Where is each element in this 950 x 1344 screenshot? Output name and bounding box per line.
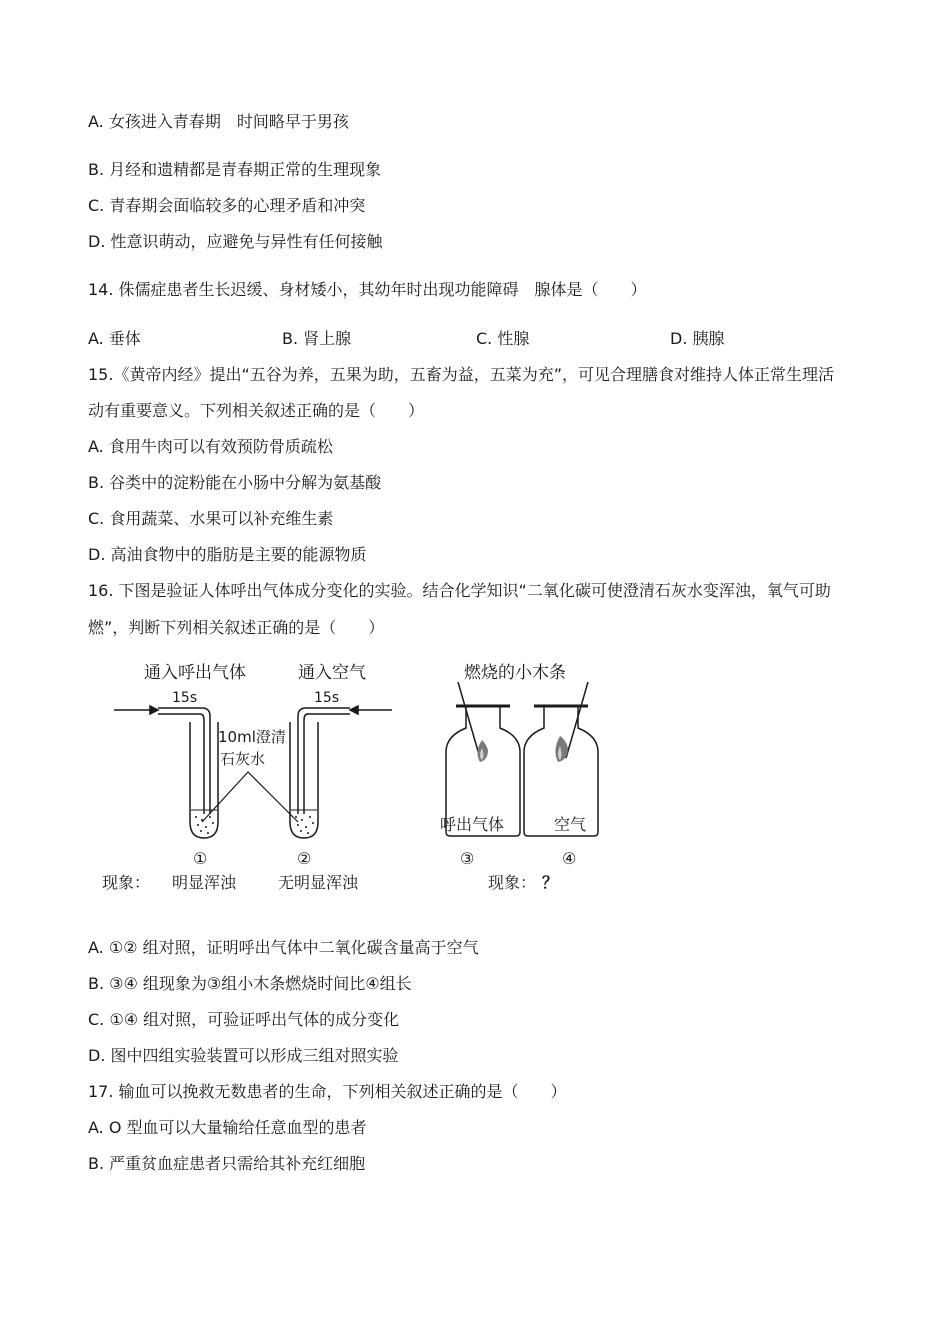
bottle-label-air: 空气 bbox=[554, 815, 587, 834]
q17-option-b: B. 严重贫血症患者只需给其补充红细胞 bbox=[88, 1154, 366, 1173]
q13-option-a: A. 女孩进入青春期 时间略早于男孩 bbox=[88, 112, 349, 131]
q15-stem-line2: 动有重要意义。下列相关叙述正确的是（ ） bbox=[88, 401, 425, 420]
phenomenon-label-1: 现象： bbox=[102, 873, 151, 892]
bottle-number-4: ④ bbox=[562, 849, 577, 868]
q14-option-a: A. 垂体 bbox=[88, 329, 141, 348]
arrow-air-head bbox=[350, 706, 358, 714]
q14-option-d: D. 胰腺 bbox=[670, 329, 725, 348]
flame-4 bbox=[555, 736, 568, 762]
q15-option-c: C. 食用蔬菜、水果可以补充维生素 bbox=[88, 509, 334, 528]
q15-option-a: A. 食用牛肉可以有效预防骨质疏松 bbox=[88, 437, 333, 456]
q16-stem-line2: 燃”，判断下列相关叙述正确的是（ ） bbox=[88, 618, 385, 637]
q16-option-d: D. 图中四组实验装置可以形成三组对照实验 bbox=[88, 1046, 399, 1065]
test-tube-2 bbox=[290, 706, 392, 838]
q17-stem: 17. 输血可以挽救无数患者的生命，下列相关叙述正确的是（ ） bbox=[88, 1082, 567, 1101]
q15-option-d: D. 高油食物中的脂肪是主要的能源物质 bbox=[88, 545, 367, 564]
q15-stem-line1: 15.《黄帝内经》提出“五谷为养，五果为助，五畜为益，五菜为充”，可见合理膳食对维持人体正常生理活 bbox=[88, 365, 835, 384]
wood-stick-4 bbox=[566, 682, 588, 758]
inlet-tube-1 bbox=[158, 708, 210, 814]
result-1: 明显浑浊 bbox=[172, 873, 237, 892]
q16-stem-line1: 16. 下图是验证人体呼出气体成分变化的实验。结合化学知识“二氧化碳可使澄清石灰水变浑浊，氧气可助 bbox=[88, 581, 831, 600]
burning-stick-label: 燃烧的小木条 bbox=[464, 663, 566, 683]
q16-option-c: C. ①④ 组对照，可验证呼出气体的成分变化 bbox=[88, 1010, 400, 1029]
q14-option-c: C. 性腺 bbox=[476, 329, 530, 348]
q14-option-b: B. 肾上腺 bbox=[282, 329, 352, 348]
unknown-result: ？ bbox=[542, 873, 559, 892]
result-2: 无明显浑浊 bbox=[278, 873, 359, 892]
q14-stem: 14. 侏儒症患者生长迟缓、身材矮小，其幼年时出现功能障碍 腺体是（ ） bbox=[88, 280, 647, 299]
q16-option-a: A. ①② 组对照，证明呼出气体中二氧化碳含量高于空气 bbox=[88, 938, 479, 957]
bottle-label-exhaled: 呼出气体 bbox=[440, 815, 505, 834]
inlet-tube-2 bbox=[298, 708, 350, 814]
experiment-figure bbox=[100, 652, 620, 902]
limewater-2 bbox=[295, 816, 314, 834]
q13-option-b: B. 月经和遗精都是青春期正常的生理现象 bbox=[88, 160, 382, 179]
time-label-2: 15s bbox=[314, 690, 340, 706]
phenomenon-label-2: 现象： bbox=[488, 873, 537, 892]
limewater-label-2: 石灰水 bbox=[220, 750, 266, 768]
arrow-exhaled-head bbox=[150, 706, 158, 714]
q13-option-d: D. 性意识萌动，应避免与异性有任何接触 bbox=[88, 232, 383, 251]
q16-option-b: B. ③④ 组现象为③组小木条燃烧时间比④组长 bbox=[88, 974, 412, 993]
q17-option-a: A. O 型血可以大量输给任意血型的患者 bbox=[88, 1118, 367, 1137]
tube-number-1: ① bbox=[193, 849, 208, 868]
q13-option-c: C. 青春期会面临较多的心理矛盾和冲突 bbox=[88, 196, 366, 215]
limewater-label-1: 10ml澄清 bbox=[218, 728, 286, 746]
label-air-in: 通入空气 bbox=[298, 663, 366, 683]
label-exhaled-in: 通入呼出气体 bbox=[144, 663, 246, 683]
bottle-number-3: ③ bbox=[460, 849, 475, 868]
limewater-pointer bbox=[202, 772, 298, 822]
time-label-1: 15s bbox=[172, 690, 198, 706]
wood-stick-3 bbox=[458, 682, 480, 758]
q15-option-b: B. 谷类中的淀粉能在小肠中分解为氨基酸 bbox=[88, 473, 382, 492]
tube-number-2: ② bbox=[297, 849, 312, 868]
test-tube-1 bbox=[114, 706, 218, 838]
